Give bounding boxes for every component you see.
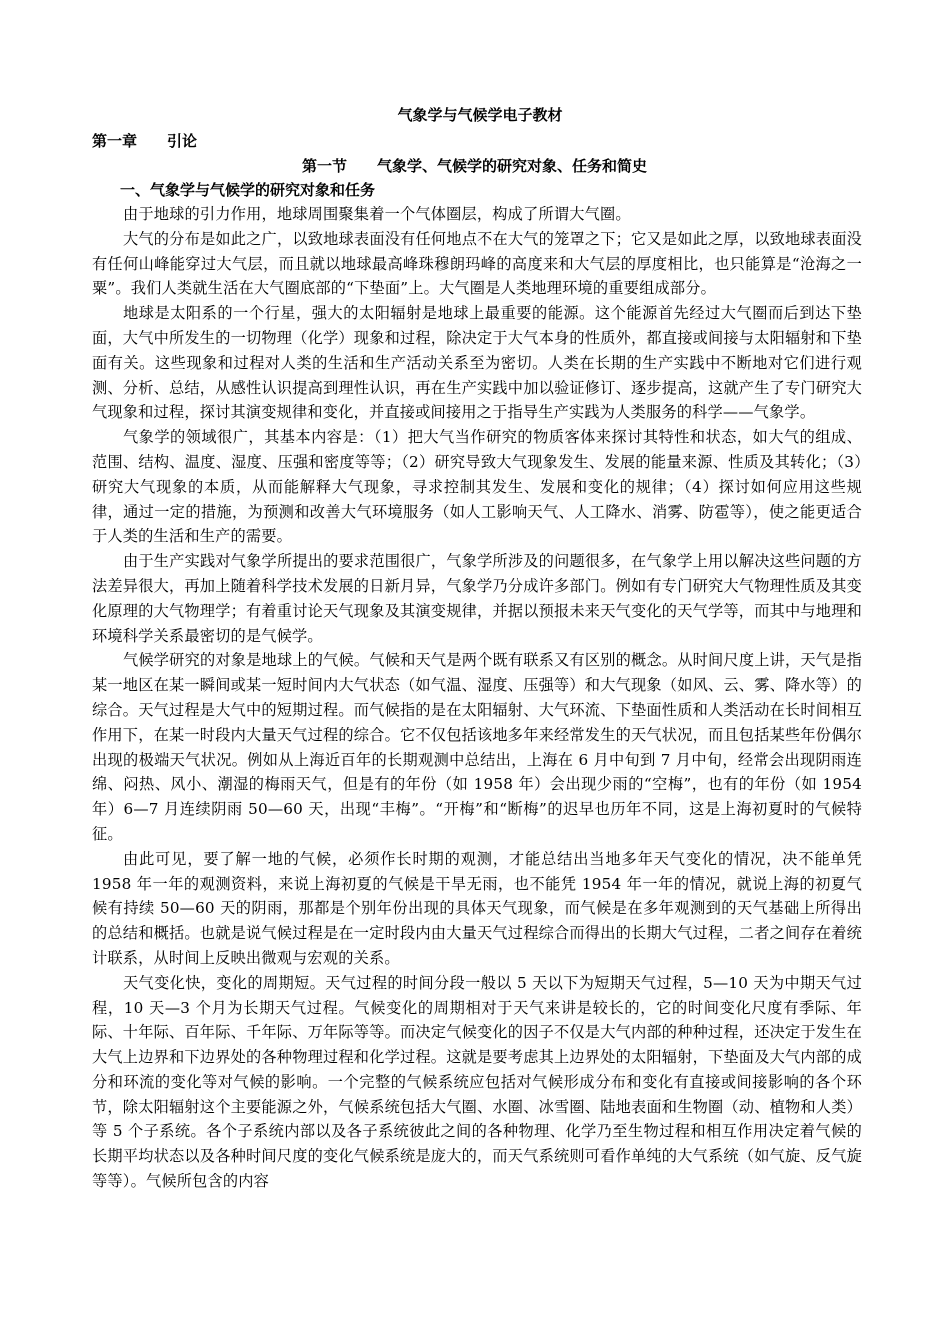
- paragraph: 天气变化快，变化的周期短。天气过程的时间分段一般以 5 天以下为短期天气过程，5—10 天为中期天气过程，10 天—3 个月为长期天气过程。气候变化的周期相对于天气来讲是较长的，它的时间变化尺度有季际、年际、十年际、百年际、千年际、万年际等等。而决定气候变化的因子不仅是大气内部的种种过程，还决定于发生在大气上边界和下边界处的各种物理过程和化学过程。这就是要考虑其上边界处的太阳辐射，下垫面及大气内部的成分和环流的变化等对气候的影响。一个完整的气候系统应包括对气候形成分布和变化有直接或间接影响的各个环节，除太阳辐射这个主要能源之外，气候系统包括大气圈、水圈、冰雪圈、陆地表面和生物圈（动、植物和人类）等 5 个子系统。各个子系统内部以及各子系统彼此之间的各种物理、化学乃至生物过程和相互作用决定着气候的长期平均状态以及各种时间尺度的变化气候系统是庞大的，而天气系统则可看作单纯的大气系统（如气旋、反气旋等等）。气候所包含的内容: [92, 973, 862, 1191]
- section-heading: 第一节 气象学、气候学的研究对象、任务和简史: [302, 157, 648, 175]
- paragraph: 由于地球的引力作用，地球周围聚集着一个气体圈层，构成了所谓大气圈。: [123, 205, 631, 223]
- paragraph: 气象学的领域很广，其基本内容是：（1）把大气当作研究的物质客体来探讨其特性和状态，如大气的组成、范围、结构、温度、湿度、压强和密度等等；（2）研究导致大气现象发生、发展的能量来源、性质及其转化；（3）研究大气现象的本质，从而能解释大气现象，寻求控制其发生、发展和变化的规律；（4）探讨如何应用这些规律，通过一定的措施，为预测和改善大气环境服务（如人工影响天气、人工降水、消雾、防雹等），使之能更适合于人类的生活和生产的需要。: [92, 428, 862, 546]
- paragraph: 由此可见，要了解一地的气候，必须作长时期的观测，才能总结出当地多年天气变化的情况，决不能单凭 1958 年一年的观测资料，来说上海初夏的气候是干旱无雨，也不能凭 1954 年一年的情况，就说上海的初夏气候有持续 50—60 天的阴雨，那都是个别年份出现的具体天气现象，而气候是在多年观测到的天气基础上所得出的总结和概括。也就是说气候过程是在一定时段内由大量天气过程综合而得出的长期大气过程，二者之间存在着统计联系，从时间上反映出微观与宏观的关系。: [92, 849, 862, 967]
- chapter-heading: 第一章 引论: [92, 132, 198, 150]
- paragraph: 大气的分布是如此之广，以致地球表面没有任何地点不在大气的笼罩之下；它又是如此之厚，以致地球表面没有任何山峰能穿过大气层，而且就以地球最高峰珠穆朗玛峰的高度来和大气层的厚度相比，也只能算是“沧海之一粟”。我们人类就生活在大气圈底部的“下垫面”上。大气圈是人类地理环境的重要组成部分。: [92, 229, 862, 298]
- paragraph: 由于生产实践对气象学所提出的要求范围很广，气象学所涉及的问题很多，在气象学上用以解决这些问题的方法差异很大，再加上随着科学技术发展的日新月异，气象学乃分成许多部门。例如有专门研究大气物理性质及其变化原理的大气物理学；有着重讨论天气现象及其演变规律，并据以预报未来天气变化的天气学等，而其中与地理和环境科学关系最密切的是气候学。: [92, 552, 862, 645]
- paragraph: 地球是太阳系的一个行星，强大的太阳辐射是地球上最重要的能源。这个能源首先经过大气圈而后到达下垫面，大气中所发生的一切物理（化学）现象和过程，除决定于大气本身的性质外，都直接或间接与太阳辐射和下垫面有关。这些现象和过程对人类的生活和生产活动关系至为密切。人类在长期的生产实践中不断地对它们进行观测、分析、总结，从感性认识提高到理性认识，再在生产实践中加以验证修订、逐步提高，这就产生了专门研究大气现象和过程，探讨其演变规律和变化，并直接或间接用之于指导生产实践为人类服务的科学——气象学。: [92, 304, 862, 422]
- paragraph: 气候学研究的对象是地球上的气候。气候和天气是两个既有联系又有区别的概念。从时间尺度上讲，天气是指某一地区在某一瞬间或某一短时间内大气状态（如气温、湿度、压强等）和大气现象（如风、云、雾、降水等）的综合。天气过程是大气中的短期过程。而气候指的是在太阳辐射、大气环流、下垫面性质和人类活动在长时间相互作用下，在某一时段内大量天气过程的综合。它不仅包括该地多年来经常发生的天气状况，而且包括某些年份偶尔出现的极端天气状况。例如从上海近百年的长期观测中总结出，上海在 6 月中旬到 7 月中旬，经常会出现阴雨连绵、闷热、风小、潮湿的梅雨天气，但是有的年份（如 1958 年）会出现少雨的“空梅”，也有的年份（如 1954 年）6—7 月连续阴雨 50—60 天，出现“丰梅”。“开梅”和“断梅”的迟早也历年不同，这是上海初夏时的气候特征。: [92, 651, 862, 843]
- subsection-heading: 一、气象学与气候学的研究对象和任务: [120, 181, 376, 199]
- document-title: 气象学与气候学电子教材: [397, 106, 563, 124]
- body-text: [92, 202, 862, 1194]
